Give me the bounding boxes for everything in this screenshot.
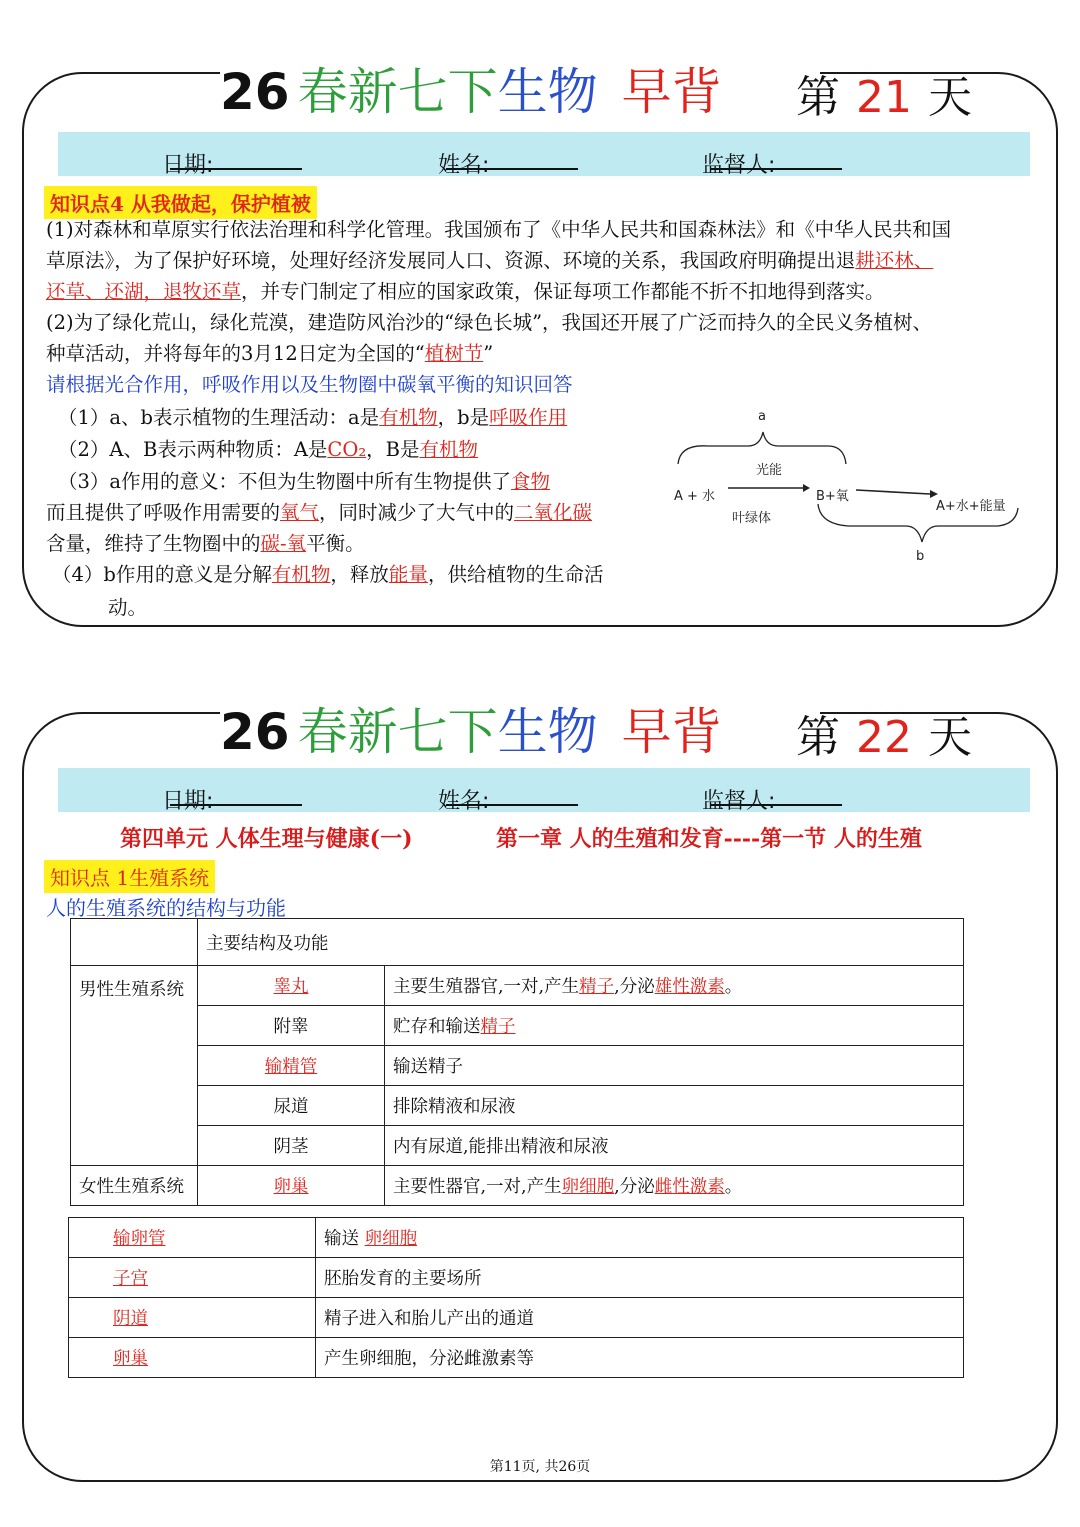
q3-l3-text-b: 平衡。: [306, 532, 365, 555]
day-suffix: 天: [928, 712, 972, 763]
function-text: 。: [724, 1177, 743, 1197]
p1-line2: [46, 245, 951, 276]
structure-name: 输卵管: [113, 1229, 166, 1249]
structure-name: 卵巢: [113, 1349, 148, 1369]
structure-name: 附睾: [273, 1017, 309, 1037]
day-label: [796, 708, 972, 768]
function-answer: 卵细胞: [561, 1177, 615, 1197]
function-cell: 精子进入和胎儿产出的通道: [316, 1298, 964, 1338]
function-text: 主要生殖器官,一对,产生: [393, 977, 580, 997]
info-band: [58, 768, 1030, 812]
function-text: 。: [724, 977, 743, 997]
day-prefix: 第: [796, 712, 840, 763]
function-answer: 精子: [579, 977, 615, 997]
q3-answer-a: 食物: [511, 470, 551, 493]
p1-line3-text: ，并专门制定了相应的国家政策，保证每项工作都能不折不扣地得到落实。: [241, 280, 885, 303]
diagram-chloroplast: 叶绿体: [732, 511, 772, 526]
structure-cell: [198, 1006, 385, 1046]
structure-cell: [198, 966, 385, 1006]
p1-line3: [46, 276, 951, 307]
reproductive-table: [70, 918, 964, 1206]
title-part-b: 生物: [497, 703, 598, 761]
structure-cell: [198, 1126, 385, 1166]
function-text: 主要性器官,一对,产生: [393, 1177, 562, 1197]
function-cell: [316, 1218, 964, 1258]
table-row: [69, 1298, 964, 1338]
q3-l3-text-a: 含量，维持了生物圈中的: [46, 532, 261, 555]
structure-name: 尿道: [273, 1097, 309, 1117]
function-cell: 内有尿道,能排出精液和尿液: [385, 1126, 964, 1166]
p2-line2-answer: 植树节: [424, 342, 484, 365]
p1-line1: (1)对森林和草原实行依法治理和科学化管理。我国颁布了《中华人民共和国森林法》和《中华人民共和国: [46, 218, 952, 241]
knowledge-point-label: 知识点 1生殖系统: [44, 860, 215, 893]
p2-line2-end: ”: [483, 342, 494, 365]
p1-line2-answer: 耕还林、: [855, 249, 934, 272]
question-3: [58, 466, 550, 494]
function-text: ,分泌: [614, 977, 655, 997]
diagram-left: A + 水: [674, 489, 716, 504]
title-part-a: 春新七下: [297, 63, 498, 121]
p2-line2: [46, 338, 951, 369]
name-label: 姓名:: [438, 789, 490, 814]
arrow-2-head: [930, 490, 938, 498]
p2-line2-text: 种草活动，并将每年的3月12日定为全国的“: [46, 342, 425, 365]
function-cell: [385, 966, 964, 1006]
female-organs-table: [68, 1217, 964, 1378]
structure-cell: [69, 1218, 316, 1258]
table-row: [71, 1006, 964, 1046]
table-row: [71, 1086, 964, 1126]
structure-cell: [69, 1258, 316, 1298]
structure-cell: [198, 1166, 385, 1206]
function-cell: 胚胎发育的主要场所: [316, 1258, 964, 1298]
female-system-label: 女性生殖系统: [71, 1166, 198, 1206]
q4-text-c: ，供给植物的生命活: [427, 563, 604, 586]
function-answer: 精子: [480, 1017, 516, 1037]
title-part-c: 早背: [621, 703, 722, 761]
table-row: [69, 1338, 964, 1378]
function-cell: 产生卵细胞，分泌雌激素等: [316, 1338, 964, 1378]
title-part-a: 春新七下: [297, 703, 498, 761]
function-cell: [385, 1006, 964, 1046]
function-cell: 排除精液和尿液: [385, 1086, 964, 1126]
section-subtitle: 人的生殖系统的结构与功能: [46, 896, 286, 920]
day-number: 22: [856, 712, 912, 763]
table-row: [69, 1218, 964, 1258]
q3-l2-answer-b: 二氧化碳: [514, 501, 593, 524]
question-4-line2: 动。: [108, 596, 148, 619]
diagram-label-light: 光能: [756, 463, 783, 478]
card-title: [220, 700, 820, 770]
table-header: 主要结构及功能: [198, 919, 964, 966]
p1-line3-answer: 还草、还湖，退牧还草: [46, 280, 242, 303]
function-text: 贮存和输送: [393, 1017, 481, 1037]
q2-answer-b: 有机物: [419, 438, 478, 461]
page-footer: 第11页, 共26页: [489, 1459, 591, 1475]
table-row: [69, 1258, 964, 1298]
name-label: 姓名:: [438, 153, 490, 178]
diagram-middle: B+氧: [816, 489, 849, 504]
day-suffix: 天: [928, 72, 972, 123]
function-cell: [385, 1166, 964, 1206]
table-row: [71, 1126, 964, 1166]
q1-answer-a: 有机物: [379, 406, 438, 429]
q3-l2-text-b: ，同时减少了大气中的: [319, 501, 515, 524]
q4-answer-a: 有机物: [271, 563, 331, 586]
date-line: [170, 784, 302, 806]
brace-a: [678, 432, 846, 464]
function-answer: 卵细胞: [364, 1229, 418, 1249]
diagram-label-a: a: [758, 409, 766, 424]
arrow-1-head: [803, 484, 810, 492]
q1-answer-b: 呼吸作用: [489, 406, 568, 429]
q4-text-a: （4）b作用的意义是分解: [52, 563, 272, 586]
info-band: [58, 132, 1030, 176]
name-line: [446, 148, 578, 170]
structure-cell: [69, 1298, 316, 1338]
structure-name: 阴茎: [273, 1137, 309, 1157]
structure-cell: [69, 1338, 316, 1378]
name-line: [446, 784, 578, 806]
table-header-row: [71, 919, 964, 966]
date-label: 日期:: [162, 153, 214, 178]
day-prefix: 第: [796, 72, 840, 123]
title-part-b: 生物: [497, 63, 598, 121]
supervisor-label: 监督人:: [702, 789, 776, 814]
photosynthesis-diagram: [668, 404, 1028, 564]
question-2: [58, 434, 478, 462]
table-row: [71, 1046, 964, 1086]
question-3-line2: [46, 497, 592, 525]
chapter-heading: 第一章 人的生殖和发育----第一节 人的生殖: [496, 826, 922, 852]
date-label: 日期:: [162, 789, 214, 814]
header-empty-cell: [71, 919, 198, 966]
q2-text-a: （2）A、B表示两种物质：A是: [58, 438, 328, 461]
title-number: 26: [220, 63, 290, 121]
paragraph-1: [46, 214, 951, 400]
function-text: ,分泌: [614, 1177, 655, 1197]
p1-line2-text: 草原法》，为了保护好环境，处理好经济发展同人口、资源、环境的关系，我国政府明确提出退: [46, 249, 856, 272]
day-number: 21: [856, 72, 912, 123]
structure-name: 睾丸: [273, 977, 309, 997]
diagram-label-b: b: [916, 549, 925, 564]
q2-answer-a: CO₂: [327, 438, 367, 461]
structure-name: 阴道: [113, 1309, 148, 1329]
q3-l3-answer: 碳-氧: [260, 532, 307, 555]
title-number: 26: [220, 703, 290, 761]
day-label: [796, 68, 972, 128]
unit-heading: 第四单元 人体生理与健康(一): [120, 826, 413, 852]
supervisor-line: [710, 148, 842, 170]
male-system-label: 男性生殖系统: [71, 966, 198, 1166]
structure-name: 子宫: [113, 1269, 148, 1289]
diagram-right: A+水+能量: [936, 499, 1006, 514]
question-4: [52, 559, 603, 587]
p2-line1: (2)为了绿化荒山，绿化荒漠，建造防风治沙的“绿色长城”，我国还开展了广泛而持久的全民义务植树、: [46, 311, 933, 334]
title-part-c: 早背: [621, 63, 722, 121]
q3-l2-answer-a: 氧气: [280, 501, 320, 524]
structure-name: 卵巢: [273, 1177, 309, 1197]
q1-text-b: ，b是: [437, 406, 490, 429]
card-day-21: [22, 63, 1058, 627]
supervisor-label: 监督人:: [702, 153, 776, 178]
q4-text-b: ，释放: [330, 563, 389, 586]
structure-name: 输精管: [264, 1057, 318, 1077]
function-answer: 雌性激素: [654, 1177, 725, 1197]
table-row: [71, 966, 964, 1006]
blue-question: 请根据光合作用，呼吸作用以及生物圈中碳氧平衡的知识回答: [46, 373, 573, 396]
q3-text-a: （3）a作用的意义：不但为生物圈中所有生物提供了: [58, 470, 512, 493]
date-line: [170, 148, 302, 170]
card-title: [220, 60, 820, 130]
supervisor-line: [710, 784, 842, 806]
q3-l2-text-a: 而且提供了呼吸作用需要的: [46, 501, 281, 524]
question-1: [58, 402, 567, 430]
structure-cell: [198, 1046, 385, 1086]
q2-text-b: ，B是: [366, 438, 420, 461]
q4-answer-b: 能量: [388, 563, 428, 586]
function-text: 输送: [324, 1229, 365, 1249]
arrow-2: [856, 490, 930, 494]
table-row: [71, 1166, 964, 1206]
structure-cell: [198, 1086, 385, 1126]
function-cell: 输送精子: [385, 1046, 964, 1086]
function-answer: 雄性激素: [654, 977, 725, 997]
q1-text-a: （1）a、b表示植物的生理活动：a是: [58, 406, 380, 429]
question-3-line3: [46, 528, 365, 556]
knowledge-point-label: 知识点4 从我做起，保护植被: [44, 186, 317, 219]
